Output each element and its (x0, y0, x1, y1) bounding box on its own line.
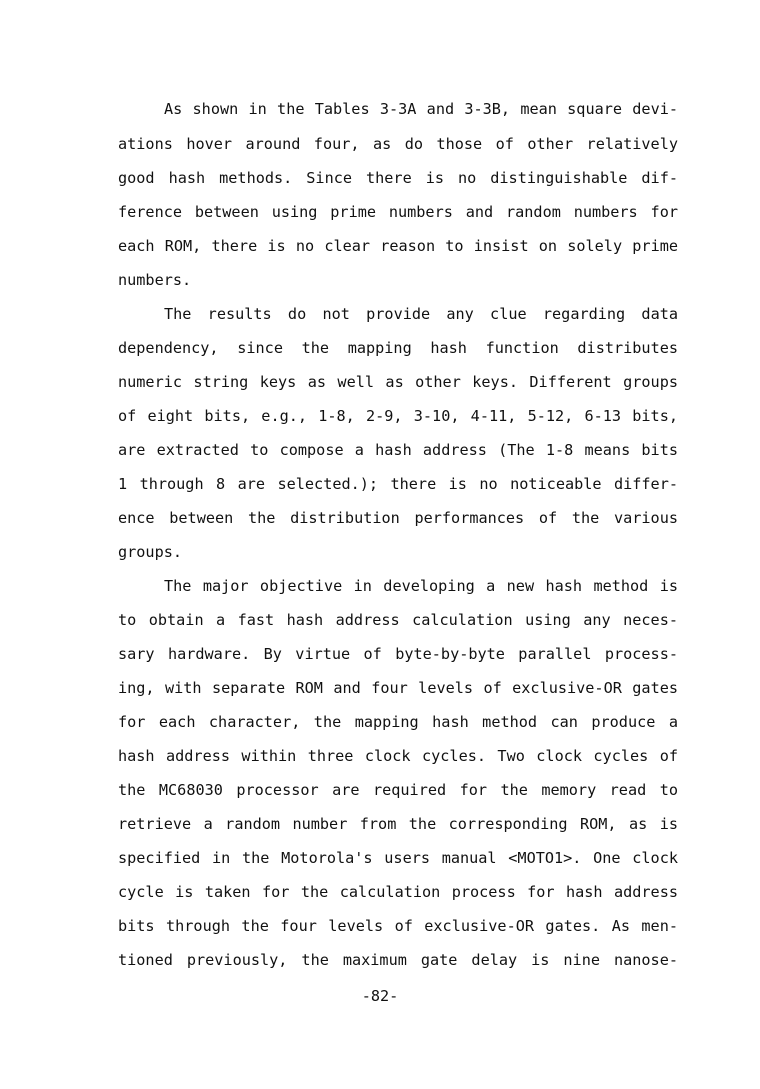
text-line: The major objective in developing a new hash method is (164, 577, 678, 595)
text-line: are extracted to compose a hash address (The 1-8 means bits (118, 441, 678, 459)
text-line: As shown in the Tables 3-3A and 3-3B, mean square devi- (164, 100, 678, 118)
text-line: specified in the Motorola's users manual <MOTO1>. One clock (118, 849, 678, 867)
text-line: bits through the four levels of exclusive-OR gates. As men- (118, 917, 678, 935)
text-line: ference between using prime numbers and random numbers for (118, 203, 678, 221)
text-line: for each character, the mapping hash method can produce a (118, 713, 678, 731)
text-line: to obtain a fast hash address calculation using any neces- (118, 611, 678, 629)
page-number: -82- (361, 987, 399, 1005)
text-line: numbers. (118, 271, 192, 289)
text-line: ations hover around four, as do those of other relatively (118, 135, 678, 153)
text-line: of eight bits, e.g., 1-8, 2-9, 3-10, 4-11, 5-12, 6-13 bits, (118, 407, 678, 425)
text-line: The results do not provide any clue regarding data (164, 305, 678, 323)
text-line: ing, with separate ROM and four levels of exclusive-OR gates (118, 679, 678, 697)
text-line: the MC68030 processor are required for the memory read to (118, 781, 678, 799)
text-line: cycle is taken for the calculation process for hash address (118, 883, 678, 901)
text-line: numeric string keys as well as other keys. Different groups (118, 373, 678, 391)
text-line: hash address within three clock cycles. Two clock cycles of (118, 747, 678, 765)
text-line: retrieve a random number from the corresponding ROM, as is (118, 815, 678, 833)
text-line: dependency, since the mapping hash function distributes (118, 339, 678, 357)
text-line: groups. (118, 543, 183, 561)
text-line: sary hardware. By virtue of byte-by-byte parallel process- (118, 645, 678, 663)
text-line: tioned previously, the maximum gate delay is nine nanose- (118, 951, 678, 969)
text-line: each ROM, there is no clear reason to insist on solely prime (118, 237, 678, 255)
text-line: ence between the distribution performances of the various (118, 509, 678, 527)
text-line: 1 through 8 are selected.); there is no noticeable differ- (118, 475, 678, 493)
text-line: good hash methods. Since there is no distinguishable dif- (118, 169, 678, 187)
